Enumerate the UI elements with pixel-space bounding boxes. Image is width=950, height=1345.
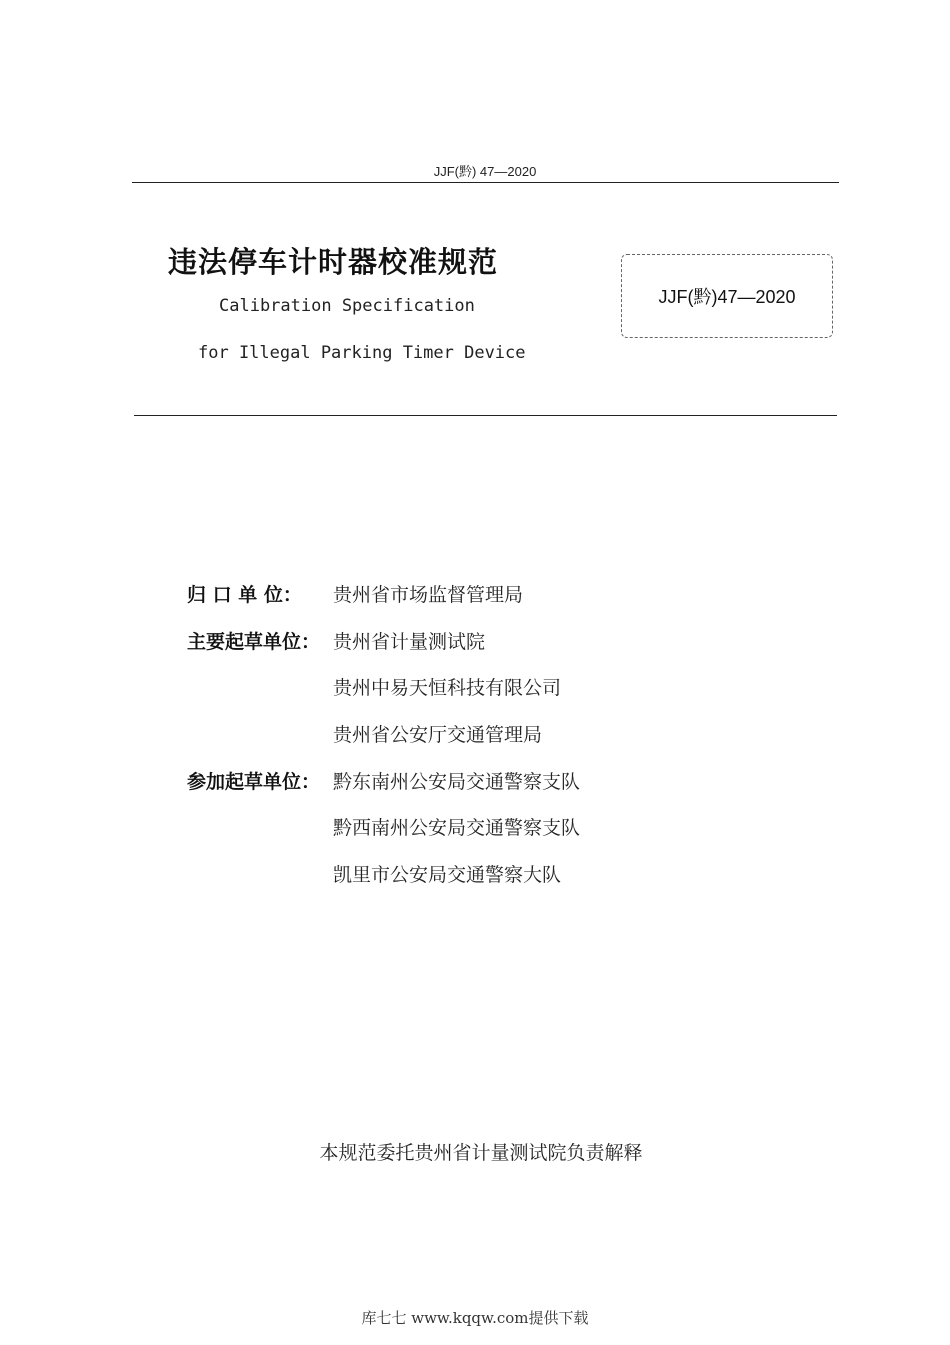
org-value: 凯里市公安局交通警察大队 [333, 863, 562, 886]
title-english-line-1: Calibration Specification [219, 296, 475, 316]
org-value: 贵州省市场监督管理局 [333, 583, 524, 606]
header-standard-code: JJF(黔) 47—2020 [433, 164, 537, 179]
title-chinese: 违法停车计时器校准规范 [168, 245, 499, 279]
org-row-participating-drafter-3 [187, 850, 580, 897]
org-value: 贵州中易天恒科技有限公司 [333, 677, 562, 700]
download-footer: 库七七 www.kqqw.com提供下载 [361, 1309, 589, 1327]
org-value: 黔东南州公安局交通警察支队 [333, 770, 581, 793]
org-label: 参加起草单位： [187, 770, 321, 793]
org-value: 黔西南州公安局交通警察支队 [333, 817, 581, 840]
org-row-main-drafter-3 [187, 710, 580, 757]
interpretation-note: 本规范委托贵州省计量测试院负责解释 [319, 1142, 643, 1164]
title-rule [134, 415, 837, 416]
header-rule [132, 182, 839, 183]
org-row-participating-drafter-2 [187, 803, 580, 850]
org-row-main-drafter-2 [187, 663, 580, 710]
org-label: 归 口 单 位： [187, 583, 302, 606]
org-row-participating-drafter [187, 757, 580, 804]
org-label: 主要起草单位： [187, 630, 321, 653]
title-english-line-2: for Illegal Parking Timer Device [198, 343, 526, 363]
org-value: 贵州省计量测试院 [333, 630, 486, 653]
organizations-list [187, 570, 580, 897]
standard-code-box [621, 254, 833, 338]
org-row-main-drafter [187, 617, 580, 664]
standard-code-box-text: JJF(黔)47—2020 [658, 287, 796, 307]
org-value: 贵州省公安厅交通管理局 [333, 723, 543, 746]
org-row-responsible [187, 570, 580, 617]
